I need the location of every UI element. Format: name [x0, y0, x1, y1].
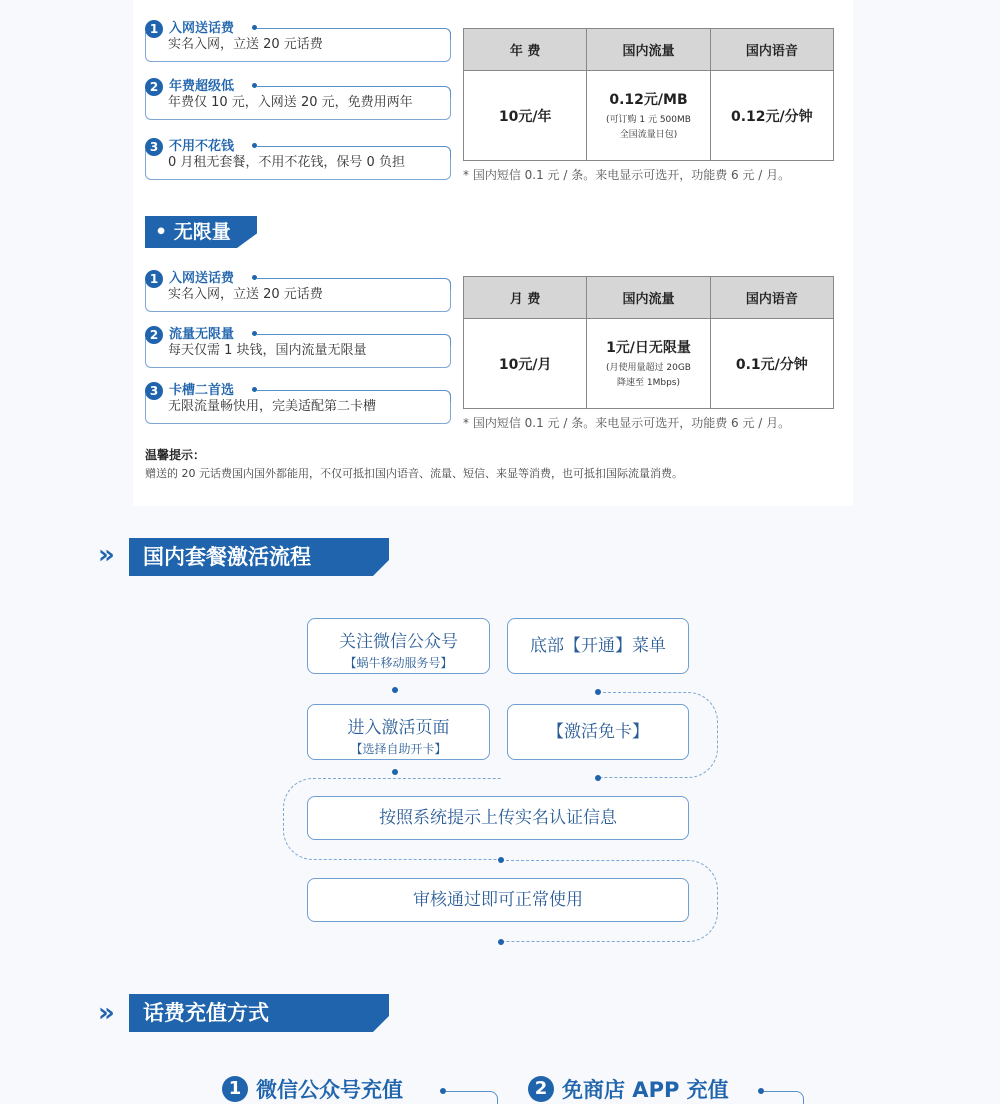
step-open-menu [507, 618, 689, 674]
data-main: 0.12元/MB [609, 91, 688, 108]
method-title: 微信公众号充值 [256, 1078, 403, 1102]
feature-title: 卡槽二首选 [169, 383, 235, 398]
number-badge-icon: 3 [145, 382, 163, 400]
step-sublabel: 【选择自助开卡】 [350, 742, 447, 756]
feature-title: 流量无限量 [169, 327, 235, 342]
header-fee: 年 费 [464, 29, 587, 71]
step-sublabel: 【蜗牛移动服务号】 [344, 656, 453, 670]
plan-a-note: * 国内短信 0.1 元 / 条。来电显示可选开，功能费 6 元 / 月。 [463, 168, 791, 182]
number-badge-icon: 2 [145, 78, 163, 96]
voice-value: 0.1元/分钟 [710, 319, 833, 409]
step-label: 审核通过即可正常使用 [413, 890, 583, 910]
header-voice: 国内语音 [710, 277, 833, 319]
step-follow-wechat [307, 618, 490, 674]
number-badge-icon: 1 [222, 1076, 248, 1102]
feature-desc: 0 月租无套餐，不用不花钱，保号 0 负担 [145, 150, 451, 180]
step-enter-activation [307, 704, 490, 760]
divider [257, 86, 451, 98]
divider [446, 1091, 498, 1104]
step-label: 关注微信公众号 [339, 632, 458, 652]
tips-text: 赠送的 20 元话费国内国外都能用，不仅可抵扣国内语音、流量、短信、来显等消费，也可抵扣国际流量消费。 [145, 467, 683, 480]
data-value [587, 71, 710, 161]
header-fee: 月 费 [464, 277, 587, 319]
feature-title: 不用不花钱 [169, 139, 235, 154]
dot-icon [498, 939, 504, 945]
feature-desc: 年费仅 10 元，入网送 20 元，免费用两年 [145, 90, 451, 120]
plan-b-price-table [463, 276, 834, 409]
dot-icon [498, 857, 504, 863]
plan-a-feature-1 [145, 20, 451, 62]
plan-a-feature-3 [145, 138, 451, 180]
voice-value: 0.12元/分钟 [710, 71, 833, 161]
plan-b-feature-2 [145, 326, 451, 368]
recharge-method-app [528, 1072, 804, 1104]
divider [257, 390, 451, 402]
header-data: 国内流量 [587, 277, 710, 319]
method-title: 免商店 APP 充值 [562, 1078, 729, 1102]
plan-a-feature-2 [145, 78, 451, 120]
number-badge-icon: 2 [528, 1076, 554, 1102]
data-sub [587, 113, 709, 143]
double-chevron-icon: » [98, 540, 115, 570]
header-voice: 国内语音 [710, 29, 833, 71]
fee-value: 10元/年 [464, 71, 587, 161]
feature-desc: 每天仅需 1 块钱，国内流量无限量 [145, 338, 451, 368]
number-badge-icon: 2 [145, 326, 163, 344]
number-badge-icon: 1 [145, 20, 163, 38]
double-chevron-icon: » [98, 998, 115, 1028]
plan-b-band-title: • 无限量 [145, 216, 257, 248]
plan-b-note: * 国内短信 0.1 元 / 条。来电显示可选开，功能费 6 元 / 月。 [463, 416, 791, 430]
divider [257, 146, 451, 158]
step-upload-id [307, 796, 689, 840]
data-sub-line2: 全国流量日包) [619, 129, 678, 140]
feature-title: 入网送话费 [169, 271, 235, 286]
divider [764, 1091, 804, 1104]
step-activate-card [507, 704, 689, 760]
recharge-section-title: 话费充值方式 [129, 994, 389, 1032]
data-sub-line2: 降速至 1Mbps) [617, 377, 680, 388]
divider [257, 28, 451, 40]
feature-desc: 实名入网，立送 20 元话费 [145, 282, 451, 312]
data-sub-line1: (可订购 1 元 500MB [606, 114, 691, 125]
plan-b-feature-3 [145, 382, 451, 424]
divider [257, 278, 451, 290]
divider [257, 334, 451, 346]
plan-b-feature-1 [145, 270, 451, 312]
dot-icon [392, 769, 398, 775]
step-approved [307, 878, 689, 922]
header-data: 国内流量 [587, 29, 710, 71]
number-badge-icon: 1 [145, 270, 163, 288]
activation-section-title: 国内套餐激活流程 [129, 538, 389, 576]
number-badge-icon: 3 [145, 138, 163, 156]
feature-desc: 无限流量畅快用，完美适配第二卡槽 [145, 394, 451, 424]
step-label: 【激活免卡】 [547, 722, 649, 742]
dot-icon [392, 687, 398, 693]
feature-title: 年费超级低 [169, 79, 235, 94]
data-main: 1元/日无限量 [606, 339, 691, 356]
feature-title: 入网送话费 [169, 21, 235, 36]
tips-title: 温馨提示： [145, 448, 206, 462]
plan-a-price-table [463, 28, 834, 161]
dot-icon [595, 689, 601, 695]
data-value [587, 319, 710, 409]
dot-icon [595, 775, 601, 781]
fee-value: 10元/月 [464, 319, 587, 409]
feature-desc: 实名入网，立送 20 元话费 [145, 32, 451, 62]
data-sub [587, 361, 709, 391]
data-sub-line1: (月使用量超过 20GB [606, 362, 691, 373]
step-label: 按照系统提示上传实名认证信息 [379, 808, 617, 828]
recharge-method-wechat [222, 1072, 498, 1104]
step-label: 进入激活页面 [347, 718, 450, 738]
step-label: 底部【开通】菜单 [530, 636, 666, 656]
